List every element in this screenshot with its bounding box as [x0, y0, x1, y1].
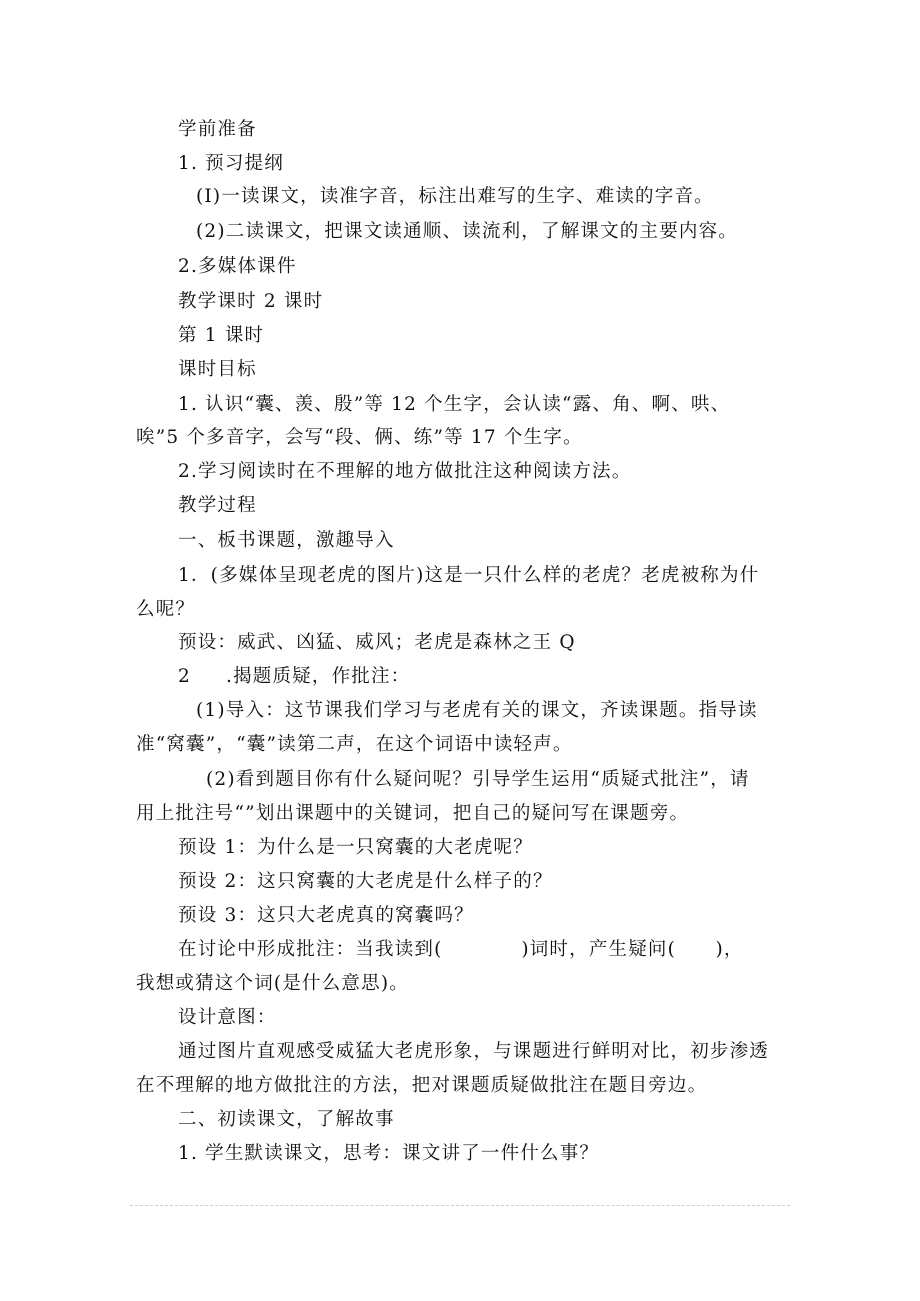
para-2b-line-2: 用上批注号“”划出课题中的关键词，把自己的疑问写在课题旁。 [136, 803, 690, 824]
para-2-heading: .揭题质疑，作批注： [226, 666, 411, 687]
lesson-1-heading: 第 1 课时 [178, 325, 265, 346]
discussion-line-1: 在讨论中形成批注：当我读到( )词时，产生疑问( )， [178, 939, 744, 960]
para-1-line-2: 么呢？ [136, 599, 196, 620]
design-intent-heading: 设计意图： [178, 1007, 277, 1028]
preset-1: 预设 1：为什么是一只窝囊的大老虎呢？ [178, 837, 533, 858]
para-2-number: 2 [178, 666, 191, 687]
part-2-heading: 二、初读课文，了解故事 [178, 1109, 395, 1130]
class-hours: 教学课时 2 课时 [178, 291, 324, 312]
page-bottom-divider [130, 1205, 790, 1206]
goal-2: 2.学习阅读时在不理解的地方做批注这种阅读方法。 [178, 461, 632, 482]
design-intent-line-2: 在不理解的地方做批注的方法，把对课题质疑做批注在题目旁边。 [136, 1075, 708, 1096]
part-2-item-1: 1. 学生默读课文，思考：课文讲了一件什么事？ [178, 1143, 600, 1164]
discussion-line-2: 我想或猜这个词(是什么意思)。 [136, 973, 409, 994]
goal-1-line-2: 唉”5 个多音字，会写“段、俩、练”等 17 个生字。 [136, 427, 583, 448]
para-2b-line-1: (2)看到题目你有什么疑问呢？引导学生运用“质疑式批注”，请 [206, 769, 750, 790]
part-1-heading: 一、板书课题，激趣导入 [178, 530, 395, 551]
preset-answer: 预设：威武、凶猛、威风；老虎是森林之王 Q [178, 632, 576, 653]
preset-3: 预设 3：这只大老虎真的窝囊吗？ [178, 905, 474, 926]
process-heading: 教学过程 [178, 495, 257, 516]
multimedia-line: 2.多媒体课件 [178, 256, 297, 277]
para-1-line-1: 1．(多媒体呈现老虎的图片)这是一只什么样的老虎？老虎被称为什 [178, 565, 760, 586]
outline-item-2: (2)二读课文，把课文读通顺、读流利，了解课文的主要内容。 [196, 221, 739, 242]
outline-item-1: (I)一读课文，读准字音，标注出难写的生字、难读的字音。 [196, 186, 714, 207]
para-2a-line-2: 准“窝囊”，“囊”读第二声，在这个词语中读轻声。 [136, 734, 573, 755]
goal-1-line-1: 1. 认识“囊、羡、殷”等 12 个生字，会认读“露、角、啊、哄、 [178, 394, 731, 415]
design-intent-line-1: 通过图片直观感受威猛大老虎形象，与课题进行鲜明对比，初步渗透 [178, 1041, 770, 1062]
goals-heading: 课时目标 [178, 359, 257, 380]
prep-heading: 学前准备 [178, 119, 257, 140]
preset-2: 预设 2：这只窝囊的大老虎是什么样子的？ [178, 871, 553, 892]
outline-title: 1. 预习提纲 [178, 153, 284, 174]
para-2a-line-1: (1)导入：这节课我们学习与老虎有关的课文，齐读课题。指导读 [196, 700, 758, 721]
